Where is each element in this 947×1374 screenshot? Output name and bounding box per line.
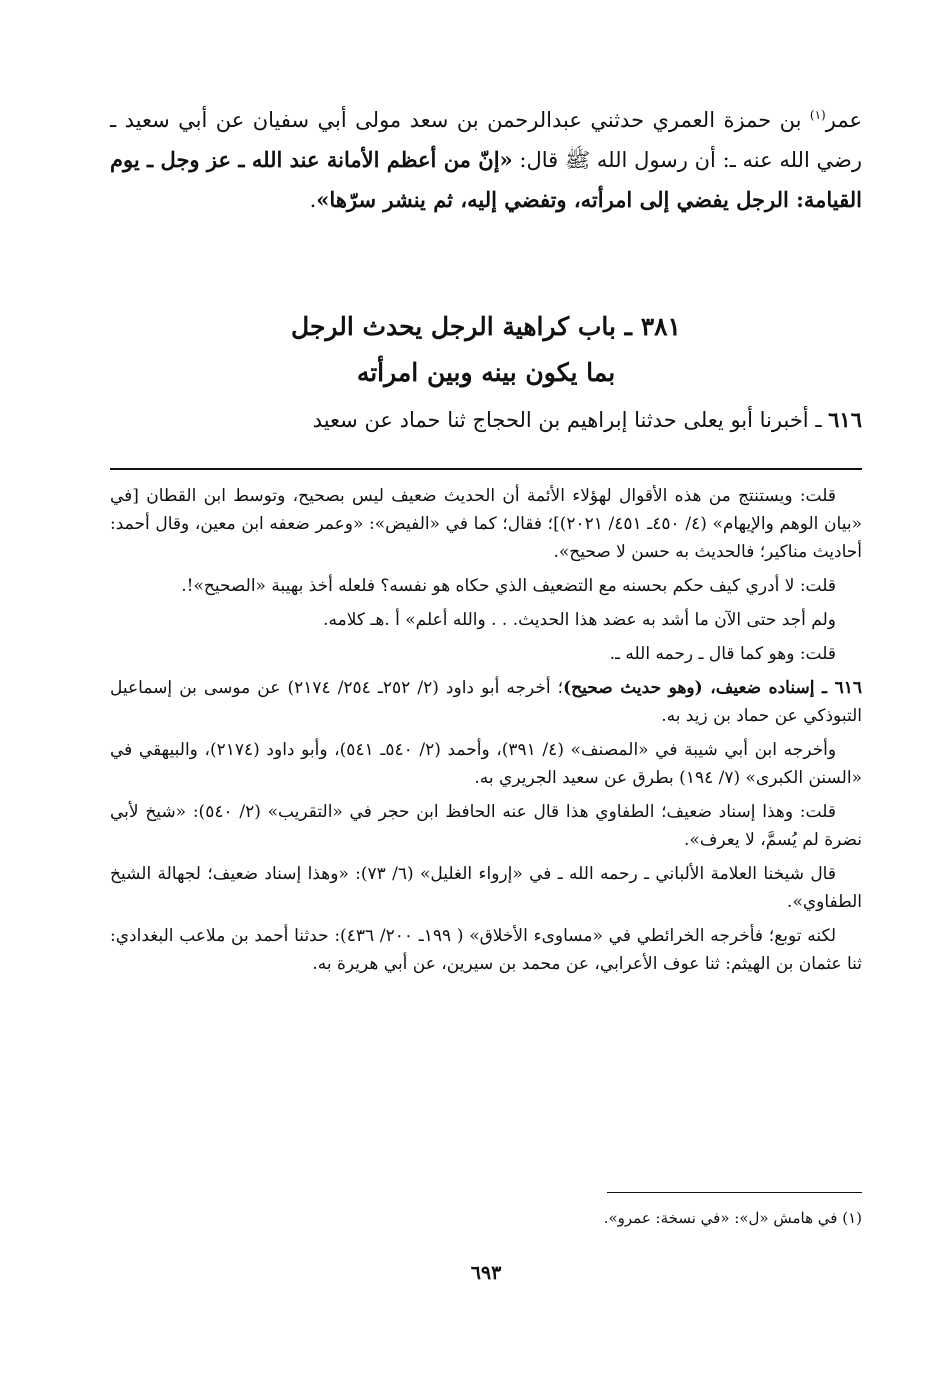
document-page	[110, 0, 862, 1374]
hadith-text: ـ أخبرنا أبو يعلى حدثنا إبراهيم بن الحجاج ثنا حماد عن سعيد	[312, 408, 829, 432]
footnote-divider	[607, 1192, 862, 1193]
chapter-title-line-1: ٣٨١ ـ باب كراهية الرجل يحدث الرجل	[291, 312, 681, 341]
page-number: ٦٩٣	[470, 1262, 502, 1284]
chapter-title-line-2: بما يكون بينه وبين امرأته	[356, 358, 616, 387]
footnote	[110, 1206, 862, 1230]
note-paragraph: لكنه توبع؛ فأخرجه الخرائطي في «مساوىء الأخلاق» ( ١٩٩ـ ٢٠٠/ ٤٣٦): حدثنا أحمد بن ملاعب البغدادي: ثنا عثمان بن الهيثم: ثنا عوف الأعرابي، عن محمد بن سيرين، عن أبي هريرة به.	[110, 926, 862, 974]
note-paragraph: قلت: وهو كما قال ـ رحمه الله ـ.	[609, 644, 836, 664]
commentary-notes	[110, 482, 862, 984]
footnote-marker[interactable]: (١)	[809, 108, 826, 122]
main-paragraph	[110, 100, 862, 220]
note-grading-text: ؛ أخرجه أبو داود (٢/ ٢٥٢ـ ٢٥٤/ ٢١٧٤) عن موسى بن إسماعيل التبوذكي عن حماد بن زيد به.	[110, 678, 862, 726]
note-paragraph: وأخرجه ابن أبي شيبة في «المصنف» (٤/ ٣٩١)، وأحمد (٢/ ٥٤٠ـ ٥٤١)، وأبو داود (٢١٧٤)، والبيهقي في «السنن الكبرى» (٧/ ١٩٤) بطرق عن سعيد الجريري به.	[110, 740, 862, 788]
note-paragraph: قلت: وهذا إسناد ضعيف؛ الطفاوي هذا قال عنه الحافظ ابن حجر في «التقريب» (٢/ ٥٤٠): «شيخ لأبي نضرة لم يُسمَّ، لا يعرف».	[110, 802, 862, 850]
main-text	[110, 100, 862, 220]
hadith-number: ٦١٦	[828, 407, 862, 432]
footnote-text: في هامش «ل»: «في نسخة: عمرو».	[603, 1209, 838, 1227]
main-text-end: .	[309, 188, 317, 212]
note-grading: ٦١٦ ـ إسناده ضعيف، (وهو حديث صحيح)	[563, 678, 862, 698]
note-paragraph	[110, 674, 862, 730]
note-paragraph: قلت: ويستنتج من هذه الأقوال لهؤلاء الأئمة أن الحديث ضعيف ليس بصحيح، وتوسط ابن القطان [في «بيان الوهم والإيهام» (٤/ ٤٥٠ـ ٤٥١/ ٢٠٢١)]؛ فقال؛ كما في «الفيض»: «وعمر ضعفه ابن معين، وقال أحمد: أحاديث مناكير؛ فالحديث به حسن لا صحيح».	[110, 486, 862, 562]
footnote-number: (١)	[842, 1209, 862, 1227]
note-paragraph: قال شيخنا العلامة الألباني ـ رحمه الله ـ في «إرواء الغليل» (٦/ ٧٣): «وهذا إسناد ضعيف؛ لجهالة الشيخ الطفاوي».	[110, 864, 862, 912]
main-text-start: عمر	[825, 108, 862, 132]
note-paragraph: قلت: لا أدري كيف حكم بحسنه مع التضعيف الذي حكاه هو نفسه؟ فلعله أخذ بهيبة «الصحيح»!.	[181, 576, 836, 596]
main-text-body: بن حمزة العمري حدثني عبدالرحمن بن سعد مولى أبي سفيان عن أبي سعيد ـ رضي الله عنه ـ: أن رسول الله ﷺ قال:	[110, 108, 862, 172]
note-paragraph: ولم أجد حتى الآن ما أشد به عضد هذا الحديث. . . والله أعلم» أ .هـ كلامه.	[323, 610, 836, 630]
hadith-quote: «إنّ من أعظم الأمانة عند الله ـ عز وجل ـ يوم القيامة: الرجل يفضي إلى امرأته، وتفضي إليه، ثم ينشر سرّها»	[110, 147, 862, 212]
hadith-616	[110, 400, 862, 440]
notes-divider	[110, 468, 862, 470]
